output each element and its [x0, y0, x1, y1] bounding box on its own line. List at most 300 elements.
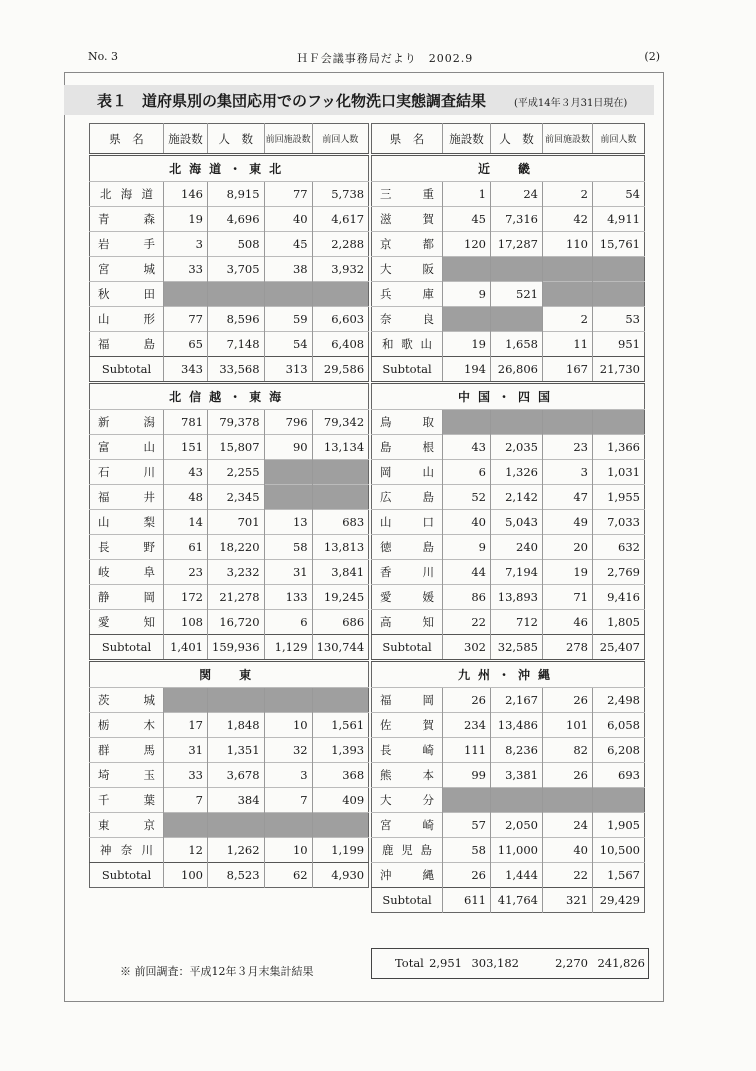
prefecture-name: 熊 本 [372, 763, 443, 788]
table-row [90, 788, 369, 813]
facilities-count [164, 688, 208, 713]
people-count: 79,378 [208, 410, 265, 435]
title-date-note: (平成14年３月31日現在) [514, 98, 628, 109]
subtotal-label: Subtotal [90, 863, 164, 888]
people-count: 8,915 [208, 182, 265, 207]
facilities-count: 1 [443, 182, 491, 207]
facilities-count: 9 [443, 535, 491, 560]
prefecture-name: 福 島 [90, 332, 164, 357]
prev-facilities-count: 26 [543, 763, 593, 788]
table-row [90, 535, 369, 560]
table-title: 表１ 道府県別の集団応用でのフッ化物洗口実態調査結果 [97, 92, 486, 110]
prev-people-count: 4,911 [593, 207, 645, 232]
region-header [90, 661, 369, 688]
prefecture-name: 神 奈 川 [90, 838, 164, 863]
subtotal-prev-facilities-count: 313 [264, 357, 312, 383]
prefecture-name: 和 歌 山 [372, 332, 443, 357]
people-count: 1,848 [208, 713, 265, 738]
table-row [90, 410, 369, 435]
subtotal-row [90, 635, 369, 661]
table-row [372, 713, 645, 738]
facilities-count: 26 [443, 863, 491, 888]
facilities-count: 58 [443, 838, 491, 863]
prev-facilities-count: 133 [264, 585, 312, 610]
prev-people-count: 1,031 [593, 460, 645, 485]
subtotal-label: Subtotal [90, 635, 164, 661]
people-count: 2,035 [491, 435, 543, 460]
facilities-count: 31 [164, 738, 208, 763]
people-count: 5,043 [491, 510, 543, 535]
prev-facilities-count: 82 [543, 738, 593, 763]
people-count: 8,596 [208, 307, 265, 332]
facilities-header: 施設数 [164, 124, 208, 155]
prev-people-count [593, 282, 645, 307]
prev-people-count: 368 [312, 763, 369, 788]
subtotal-people-count: 33,568 [208, 357, 265, 383]
table-row [90, 307, 369, 332]
prev-facilities-count: 2 [543, 182, 593, 207]
prefecture-name: 大 分 [372, 788, 443, 813]
subtotal-prev-facilities-count: 167 [543, 357, 593, 383]
facilities-count: 151 [164, 435, 208, 460]
region-name: 近 畿 [372, 155, 645, 182]
prev-people-count: 1,199 [312, 838, 369, 863]
prev-facilities-count: 6 [264, 610, 312, 635]
people-count: 240 [491, 535, 543, 560]
prev-facilities-count [543, 410, 593, 435]
facilities-count [443, 410, 491, 435]
people-count: 1,351 [208, 738, 265, 763]
table-row [90, 182, 369, 207]
total-facilities: 2,951 [429, 956, 462, 970]
prefecture-name: 静 岡 [90, 585, 164, 610]
prev-people-header: 前回人数 [312, 124, 369, 155]
prefecture-name: 山 梨 [90, 510, 164, 535]
people-count: 3,381 [491, 763, 543, 788]
prev-people-count [312, 813, 369, 838]
prev-people-count: 683 [312, 510, 369, 535]
prev-facilities-count: 796 [264, 410, 312, 435]
table-row [90, 713, 369, 738]
facilities-count: 111 [443, 738, 491, 763]
prev-facilities-count: 13 [264, 510, 312, 535]
facilities-count [443, 307, 491, 332]
prev-people-count: 409 [312, 788, 369, 813]
prev-people-count [312, 485, 369, 510]
prev-facilities-count [543, 282, 593, 307]
prev-people-count: 13,134 [312, 435, 369, 460]
facilities-count: 172 [164, 585, 208, 610]
prefecture-name: 青 森 [90, 207, 164, 232]
prefecture-name: 広 島 [372, 485, 443, 510]
prev-facilities-count [264, 282, 312, 307]
people-count: 3,678 [208, 763, 265, 788]
people-count: 1,326 [491, 460, 543, 485]
subtotal-prev-facilities-count: 321 [543, 888, 593, 913]
table-row [372, 738, 645, 763]
column-header-row [90, 124, 369, 155]
table-row [372, 332, 645, 357]
prev-people-count: 15,761 [593, 232, 645, 257]
prev-people-count: 3,932 [312, 257, 369, 282]
facilities-count: 86 [443, 585, 491, 610]
prev-facilities-count: 3 [543, 460, 593, 485]
prev-facilities-header: 前回施設数 [543, 124, 593, 155]
facilities-count: 120 [443, 232, 491, 257]
prev-facilities-count: 46 [543, 610, 593, 635]
subtotal-people-count: 41,764 [491, 888, 543, 913]
prev-people-count: 10,500 [593, 838, 645, 863]
prefecture-name: 福 岡 [372, 688, 443, 713]
table-row [372, 535, 645, 560]
subtotal-facilities-count: 611 [443, 888, 491, 913]
total-prev-people: 241,826 [597, 956, 645, 970]
subtotal-people-count: 32,585 [491, 635, 543, 661]
table-row [90, 763, 369, 788]
subtotal-people-count: 8,523 [208, 863, 265, 888]
table-row [90, 560, 369, 585]
facilities-count: 22 [443, 610, 491, 635]
facilities-count: 781 [164, 410, 208, 435]
prev-people-count [593, 788, 645, 813]
table-row [372, 232, 645, 257]
facilities-count: 33 [164, 763, 208, 788]
right-table [371, 123, 645, 913]
table-row [372, 307, 645, 332]
prev-people-count: 2,769 [593, 560, 645, 585]
prev-facilities-count: 19 [543, 560, 593, 585]
facilities-count: 146 [164, 182, 208, 207]
prev-facilities-count: 10 [264, 838, 312, 863]
page-number: No. 3 [88, 50, 119, 63]
prefecture-name: 鳥 取 [372, 410, 443, 435]
facilities-count [164, 282, 208, 307]
facilities-count: 57 [443, 813, 491, 838]
subtotal-facilities-count: 194 [443, 357, 491, 383]
prefecture-name: 茨 城 [90, 688, 164, 713]
prev-people-count [312, 688, 369, 713]
prev-facilities-count: 54 [264, 332, 312, 357]
prev-facilities-count [264, 460, 312, 485]
subtotal-prev-people-count: 29,429 [593, 888, 645, 913]
facilities-count: 48 [164, 485, 208, 510]
prev-people-count: 1,905 [593, 813, 645, 838]
table-row [90, 813, 369, 838]
prev-facilities-count: 24 [543, 813, 593, 838]
prefecture-name: 新 潟 [90, 410, 164, 435]
prev-facilities-count [543, 788, 593, 813]
prefecture-header: 県 名 [389, 131, 425, 146]
prefecture-name: 滋 賀 [372, 207, 443, 232]
prev-people-count: 1,366 [593, 435, 645, 460]
prefecture-name: 山 形 [90, 307, 164, 332]
prev-facilities-count: 10 [264, 713, 312, 738]
table-row [90, 232, 369, 257]
region-name: 中国・四国 [372, 383, 645, 410]
people-count: 18,220 [208, 535, 265, 560]
prev-people-count: 19,245 [312, 585, 369, 610]
people-count: 2,345 [208, 485, 265, 510]
prefecture-name: 福 井 [90, 485, 164, 510]
prev-people-count: 1,567 [593, 863, 645, 888]
people-count: 15,807 [208, 435, 265, 460]
prefecture-header: 県 名 [109, 131, 144, 146]
facilities-count: 40 [443, 510, 491, 535]
subtotal-row [372, 357, 645, 383]
prev-facilities-count: 47 [543, 485, 593, 510]
table-row [372, 207, 645, 232]
prev-people-count: 53 [593, 307, 645, 332]
prev-facilities-count: 26 [543, 688, 593, 713]
facilities-count: 19 [164, 207, 208, 232]
facilities-count [443, 257, 491, 282]
prev-facilities-count: 49 [543, 510, 593, 535]
prev-facilities-count: 11 [543, 332, 593, 357]
table-row [90, 738, 369, 763]
prev-facilities-count: 22 [543, 863, 593, 888]
prev-facilities-count: 23 [543, 435, 593, 460]
prefecture-name: 奈 良 [372, 307, 443, 332]
page-index: (2) [644, 50, 660, 63]
table-row [372, 585, 645, 610]
prev-people-count: 4,617 [312, 207, 369, 232]
facilities-count: 26 [443, 688, 491, 713]
facilities-count: 43 [443, 435, 491, 460]
prev-facilities-count: 42 [543, 207, 593, 232]
total-label: Total [395, 956, 424, 970]
subtotal-label: Subtotal [372, 888, 443, 913]
people-count: 8,236 [491, 738, 543, 763]
subtotal-row [90, 357, 369, 383]
prev-facilities-count: 40 [543, 838, 593, 863]
table-row [372, 610, 645, 635]
facilities-count: 7 [164, 788, 208, 813]
prev-people-count [593, 410, 645, 435]
prefecture-name: 愛 媛 [372, 585, 443, 610]
facilities-count [443, 788, 491, 813]
subtotal-prev-people-count: 21,730 [593, 357, 645, 383]
prefecture-name: 岐 阜 [90, 560, 164, 585]
prev-people-count: 1,955 [593, 485, 645, 510]
people-count: 24 [491, 182, 543, 207]
table-row [90, 688, 369, 713]
prefecture-name: 秋 田 [90, 282, 164, 307]
prefecture-name: 沖 縄 [372, 863, 443, 888]
facilities-count [164, 813, 208, 838]
people-count: 16,720 [208, 610, 265, 635]
table-row [372, 282, 645, 307]
prefecture-name: 山 口 [372, 510, 443, 535]
facilities-count: 44 [443, 560, 491, 585]
table-row [372, 560, 645, 585]
prefecture-name: 石 川 [90, 460, 164, 485]
prefecture-name: 佐 賀 [372, 713, 443, 738]
prefecture-name: 愛 知 [90, 610, 164, 635]
subtotal-people-count: 159,936 [208, 635, 265, 661]
table-row [90, 838, 369, 863]
prev-facilities-count: 59 [264, 307, 312, 332]
facilities-count: 52 [443, 485, 491, 510]
people-count [208, 813, 265, 838]
people-count: 701 [208, 510, 265, 535]
prefecture-name: 宮 城 [90, 257, 164, 282]
prev-people-count: 3,841 [312, 560, 369, 585]
subtotal-facilities-count: 343 [164, 357, 208, 383]
facilities-count: 19 [443, 332, 491, 357]
prefecture-name: 長 崎 [372, 738, 443, 763]
people-count: 1,262 [208, 838, 265, 863]
people-count: 13,893 [491, 585, 543, 610]
table-row [372, 863, 645, 888]
prev-people-count: 632 [593, 535, 645, 560]
region-header [372, 155, 645, 182]
people-count [208, 282, 265, 307]
prefecture-name: 千 葉 [90, 788, 164, 813]
prev-people-count [312, 282, 369, 307]
facilities-count: 3 [164, 232, 208, 257]
people-count: 7,316 [491, 207, 543, 232]
table-row [372, 257, 645, 282]
table-row [90, 585, 369, 610]
prev-facilities-count [543, 257, 593, 282]
left-table [89, 123, 369, 888]
table-row [372, 435, 645, 460]
region-header [90, 155, 369, 182]
people-count [491, 788, 543, 813]
subtotal-facilities-count: 1,401 [164, 635, 208, 661]
prev-people-count: 13,813 [312, 535, 369, 560]
table-row [372, 410, 645, 435]
prev-people-count: 79,342 [312, 410, 369, 435]
people-count [491, 410, 543, 435]
column-header-row [372, 124, 645, 155]
people-count: 1,444 [491, 863, 543, 888]
prev-people-count: 9,416 [593, 585, 645, 610]
subtotal-people-count: 26,806 [491, 357, 543, 383]
facilities-count: 99 [443, 763, 491, 788]
prev-facilities-count: 40 [264, 207, 312, 232]
table-row [90, 207, 369, 232]
table-row [372, 460, 645, 485]
facilities-count: 108 [164, 610, 208, 635]
subtotal-facilities-count: 100 [164, 863, 208, 888]
facilities-count: 17 [164, 713, 208, 738]
table-row [90, 282, 369, 307]
subtotal-prev-facilities-count: 278 [543, 635, 593, 661]
prefecture-name: 香 川 [372, 560, 443, 585]
people-count: 11,000 [491, 838, 543, 863]
prev-facilities-count: 101 [543, 713, 593, 738]
people-count: 712 [491, 610, 543, 635]
people-count: 3,705 [208, 257, 265, 282]
prefecture-name: 高 知 [372, 610, 443, 635]
people-count: 13,486 [491, 713, 543, 738]
people-count [491, 307, 543, 332]
prev-facilities-count: 7 [264, 788, 312, 813]
table-row [372, 813, 645, 838]
prev-facilities-count: 58 [264, 535, 312, 560]
people-count: 7,194 [491, 560, 543, 585]
facilities-count: 43 [164, 460, 208, 485]
prev-people-count: 6,603 [312, 307, 369, 332]
prev-people-count: 1,561 [312, 713, 369, 738]
grand-total-row [371, 948, 649, 979]
prev-facilities-count [264, 688, 312, 713]
prev-people-count [312, 460, 369, 485]
table-row [90, 610, 369, 635]
people-count: 4,696 [208, 207, 265, 232]
prev-people-count: 1,393 [312, 738, 369, 763]
prefecture-name: 三 重 [372, 182, 443, 207]
table-row [90, 257, 369, 282]
subtotal-prev-people-count: 29,586 [312, 357, 369, 383]
prev-facilities-header: 前回施設数 [264, 124, 312, 155]
subtotal-facilities-count: 302 [443, 635, 491, 661]
prefecture-name: 埼 玉 [90, 763, 164, 788]
prev-facilities-count: 110 [543, 232, 593, 257]
facilities-count: 61 [164, 535, 208, 560]
people-count: 3,232 [208, 560, 265, 585]
region-name: 九州・沖縄 [372, 661, 645, 688]
region-name: 北信越・東海 [90, 383, 369, 410]
subtotal-prev-people-count: 25,407 [593, 635, 645, 661]
facilities-count: 65 [164, 332, 208, 357]
facilities-count: 33 [164, 257, 208, 282]
facilities-count: 6 [443, 460, 491, 485]
prev-facilities-count [264, 485, 312, 510]
subtotal-prev-facilities-count: 62 [264, 863, 312, 888]
prefecture-name: 徳 島 [372, 535, 443, 560]
prev-facilities-count: 20 [543, 535, 593, 560]
region-header [372, 661, 645, 688]
people-count: 2,142 [491, 485, 543, 510]
prefecture-name: 大 阪 [372, 257, 443, 282]
table-row [372, 182, 645, 207]
prefecture-name: 兵 庫 [372, 282, 443, 307]
prev-people-count: 6,408 [312, 332, 369, 357]
prev-people-count [593, 257, 645, 282]
facilities-count: 45 [443, 207, 491, 232]
prev-people-count: 6,208 [593, 738, 645, 763]
people-count: 521 [491, 282, 543, 307]
prev-people-count: 2,288 [312, 232, 369, 257]
prefecture-name: 島 根 [372, 435, 443, 460]
region-header [90, 383, 369, 410]
table-row [90, 332, 369, 357]
people-count: 508 [208, 232, 265, 257]
people-count: 384 [208, 788, 265, 813]
people-count: 2,167 [491, 688, 543, 713]
prefecture-name: 鹿 児 島 [372, 838, 443, 863]
people-header: 人 数 [491, 124, 543, 155]
subtotal-row [372, 888, 645, 913]
facilities-count: 23 [164, 560, 208, 585]
subtotal-label: Subtotal [372, 635, 443, 661]
region-name: 北海道・東北 [90, 155, 369, 182]
prev-people-count: 5,738 [312, 182, 369, 207]
table-row [90, 510, 369, 535]
subtotal-row [90, 863, 369, 888]
subtotal-prev-facilities-count: 1,129 [264, 635, 312, 661]
facilities-count: 234 [443, 713, 491, 738]
table-row [90, 460, 369, 485]
total-people: 303,182 [471, 956, 519, 970]
prefecture-name: 栃 木 [90, 713, 164, 738]
footnote: ※ 前回調査：平成12年３月末集計結果 [120, 965, 314, 978]
subtotal-row [372, 635, 645, 661]
prefecture-name: 岡 山 [372, 460, 443, 485]
newsletter-title: ＨＦ会議事務局だより 2002.9 [296, 52, 474, 65]
